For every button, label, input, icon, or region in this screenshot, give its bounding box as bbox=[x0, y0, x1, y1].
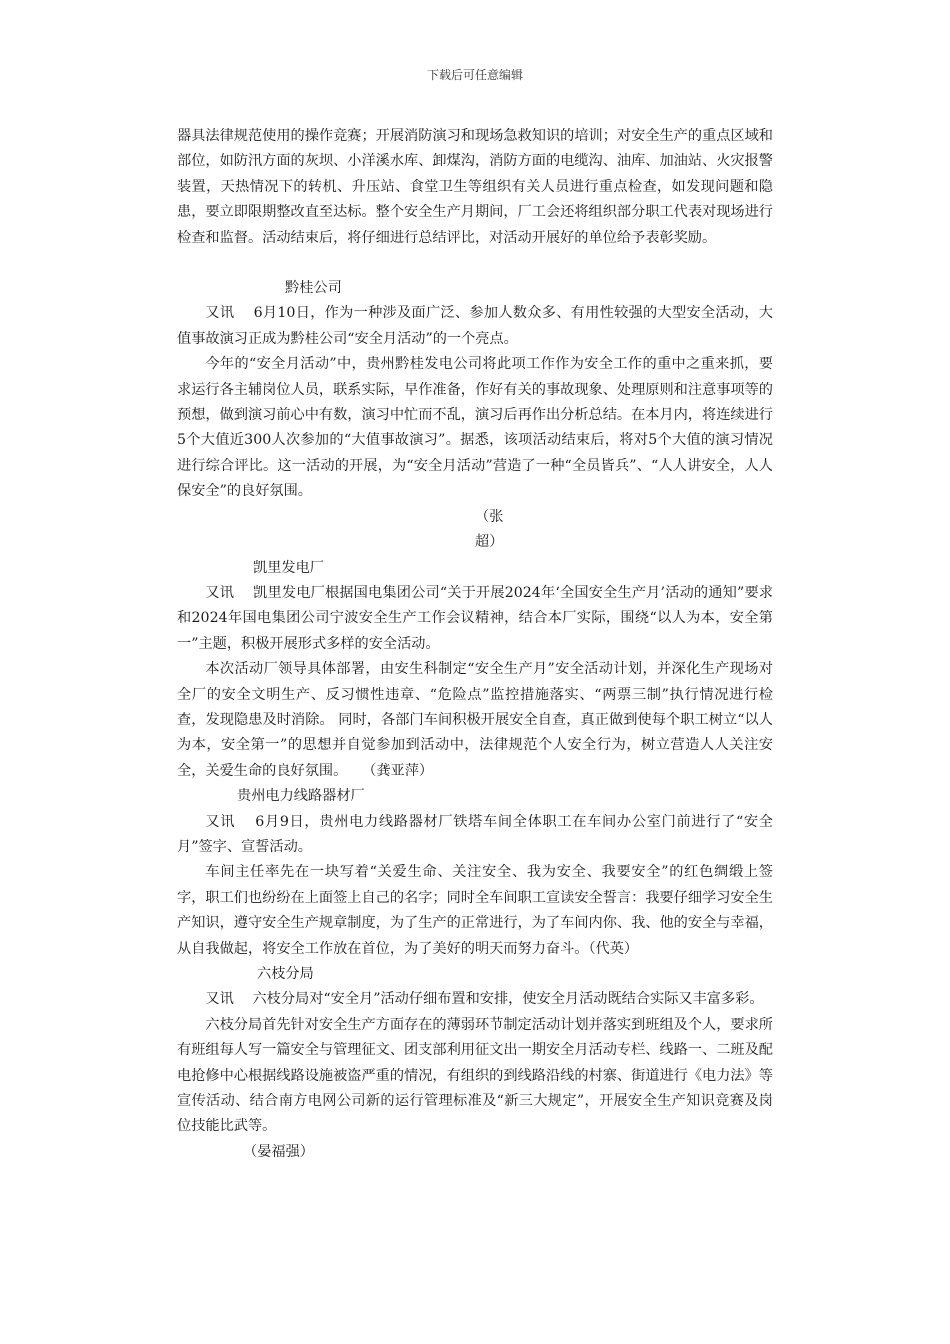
section-title-kaili: 凯里发电厂 bbox=[253, 559, 324, 576]
author-byline: （晏福强） bbox=[243, 1143, 314, 1160]
section-paragraph-text: 本次活动厂领导具体部署，由安生科制定“安全生产月”安全活动计划，并深化生产现场对全厂的安全文明生产、反习惯性违章、“危险点”监控措施落实、“两票三制”执行情况进行检查，发现隐患及时消除。 同时，各部门车间积极开展安全自查，真正做到使每个职工树立“以人为本，安全第一”的思想并自觉参加到活动中，法律规范个人安全行为，树立营造人人关注安全，关爱生命的良好氛围。 bbox=[177, 661, 773, 779]
section-title-qiangui: 黔桂公司 bbox=[285, 280, 342, 297]
section-paragraph: 车间主任率先在一块写着“关爱生命、关注安全、我为安全、我要安全”的红色绸缎上签字，职工们也纷纷在上面签上自己的名字；同时全车间职工宣读安全誓言：我要仔细学习安全生产知识，遵守安全生产规章制度，为了生产的正常进行，为了车间内你、我、他的安全与幸福，从自我做起，将安全工作放在首位，为了美好的明天而努力奋斗。（代英） bbox=[177, 864, 773, 957]
section-paragraph: 六枝分局首先针对安全生产方面存在的薄弱环节制定活动计划并落实到班组及个人，要求所有班组每人写一篇安全与管理征文、团支部利用征文出一期安全月活动专栏、线路一、二班及配电抢修中心根据线路设施被盗严重的情况，有组织的到线路沿线的村寨、街道进行《电力法》等宣传活动、结合南方电网公司新的运行管理标准及“新三大规定”，开展安全生产知识竞赛及岗位技能比武等。 bbox=[177, 1016, 773, 1135]
section-paragraph: 今年的“安全月活动”中，贵州黔桂发电公司将此项工作作为安全工作的重中之重来抓，要求运行各主辅岗位人员，联系实际，早作准备，作好有关的事故现象、处理原则和注意事项等的预想，做到演习前心中有数，演习中忙而不乱，演习后再作出分析总结。在本月内，将连续进行5个大值近300人次参加的“大值事故演习”。据悉，该项活动结束后，将对5个大值的演习情况进行综合评比。这一活动的开展，为“安全月活动”营造了一种“全员皆兵”、“人人讲安全，人人保安全”的良好氛围。 bbox=[177, 356, 773, 500]
section-paragraph: 又讯 凯里发电厂根据国电集团公司“关于开展2024年‘全国安全生产月’活动的通知”要求和2024年国电集团公司宁波安全生产工作会议精神，结合本厂实际，围绕“以人为本，安全第一”主题，积极开展形式多样的安全活动。 bbox=[177, 584, 773, 652]
section-paragraph bbox=[177, 657, 773, 784]
intro-paragraph: 器具法律规范使用的操作竞赛；开展消防演习和现场急救知识的培训；对安全生产的重点区域和部位，如防汛方面的灰坝、小洋溪水库、卸煤沟，消防方面的电缆沟、油库、加油站、火灾报警装置，天热情况下的转机、升压站、食堂卫生等组织有关人员进行重点检查，如发现问题和隐患，要立即限期整改直至达标。整个安全生产月期间，厂工会还将组织部分职工代表对现场进行检查和监督。活动结束后，将仔细进行总结评比，对活动开展好的单位给予表彰奖励。 bbox=[177, 128, 773, 246]
section-title-equipment-factory: 贵州电力线路器材厂 bbox=[237, 788, 365, 805]
section-paragraph: 又讯 六枝分局对“安全月”活动仔细布置和安排，使安全月活动既结合实际又丰富多彩。 bbox=[205, 991, 764, 1008]
author-byline: （张超） bbox=[475, 508, 504, 551]
section-paragraph: 又讯 6月10日，作为一种涉及面广泛、参加人数众多、有用性较强的大型安全活动，大值事故演习正成为黔桂公司“安全月活动”的一个亮点。 bbox=[177, 305, 773, 347]
document-body bbox=[177, 124, 773, 1165]
blank-line bbox=[177, 251, 773, 276]
page-header-note: 下载后可任意编辑 bbox=[426, 68, 523, 82]
section-paragraph: 又讯 6月9日，贵州电力线路器材厂铁塔车间全体职工在车间办公室门前进行了“安全月”签字、宣誓活动。 bbox=[177, 813, 773, 855]
author-byline: （龚亚萍） bbox=[369, 762, 434, 779]
section-title-liuzhi: 六枝分局 bbox=[257, 966, 314, 982]
